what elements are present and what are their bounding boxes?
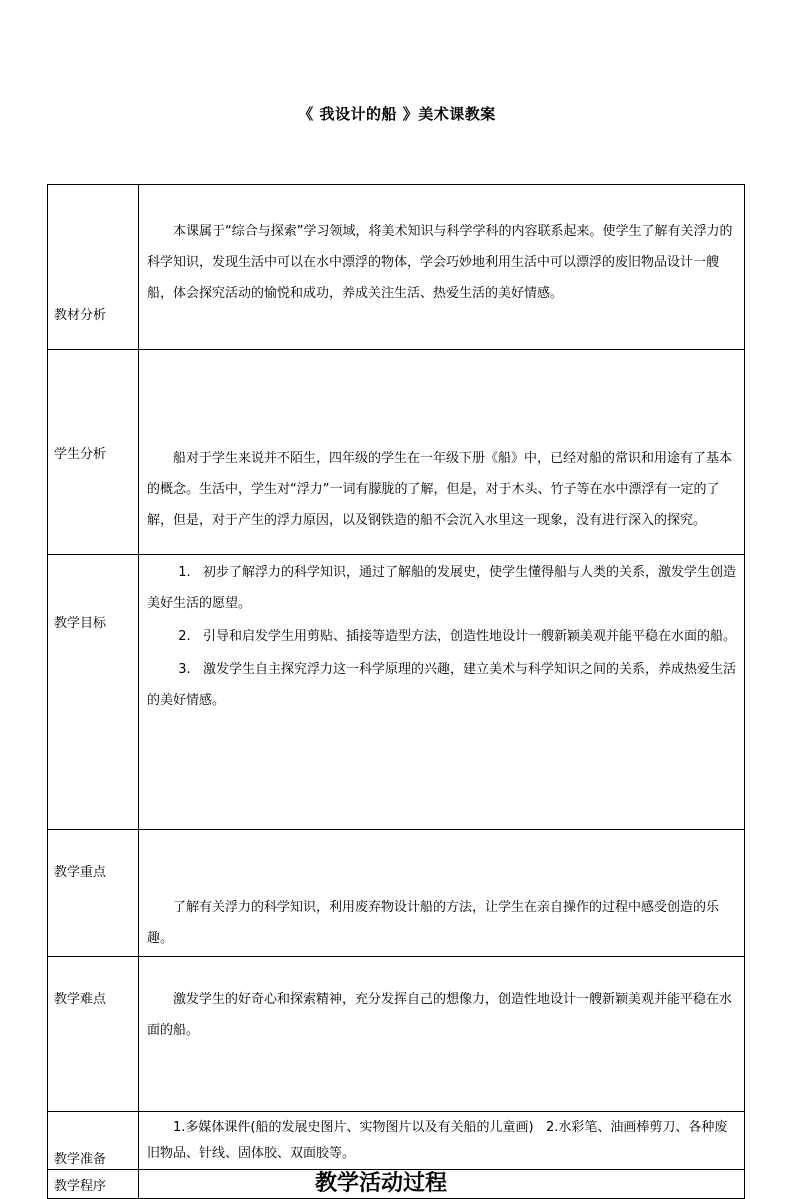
row-label-textbook-analysis: 教材分析: [48, 185, 139, 350]
table-row: [48, 1112, 745, 1170]
table-row: [48, 185, 745, 350]
row-content-key-points: [139, 830, 745, 957]
row-label-key-points: 教学重点: [48, 830, 139, 957]
table-row: [48, 1170, 745, 1199]
table-row: [48, 957, 745, 1112]
document-title: 《 我设计的船 》美术课教案: [298, 105, 496, 123]
table-row: [48, 830, 745, 957]
row-label-student-analysis: 学生分析: [48, 350, 139, 555]
objective-item: 3. 激发学生自主探究浮力这一科学原理的兴趣，建立美术与科学知识之间的关系，养成热爱生活的美好情感。: [147, 662, 736, 708]
row-label-preparation: 教学准备: [48, 1112, 139, 1170]
activity-process-heading: 教学活动过程: [139, 1170, 745, 1199]
row-content-textbook-analysis: [139, 185, 745, 350]
objective-item: 1. 初步了解浮力的科学知识，通过了解船的发展史，使学生懂得船与人类的关系，激发学生创造美好生活的愿望。: [147, 565, 736, 611]
table-row: [48, 555, 745, 830]
row-content-difficult-points: [139, 957, 745, 1112]
paragraph: 船对于学生来说并不陌生，四年级的学生在一年级下册《船》中，已经对船的常识和用途有了基本的概念。生活中，学生对“浮力”一词有朦胧的了解，但是，对于木头、竹子等在水中漂浮有一定的了解，但是，对于产生的浮力原因，以及钢铁造的船不会沉入水里这一现象，没有进行深入的探究。: [147, 451, 733, 528]
row-content-teaching-objectives: [139, 555, 745, 830]
paragraph: 本课属于“综合与探索”学习领域，将美术知识与科学学科的内容联系起来。使学生了解有关浮力的科学知识，发现生活中可以在水中漂浮的物体，学会巧妙地利用生活中可以漂浮的废旧物品设计一艘船，体会探究活动的愉悦和成功，养成关注生活、热爱生活的美好情感。: [147, 224, 733, 301]
table-row: [48, 350, 745, 555]
row-content-preparation: [139, 1112, 745, 1170]
row-label-procedure: 教学程序: [48, 1170, 139, 1199]
paragraph: 1.多媒体课件(船的发展史图片、实物图片以及有关船的儿童画) 2.水彩笔、油画棒剪刀、各种废旧物品、针线、固体胶、双面胶等。: [147, 1120, 728, 1161]
objective-item: 2. 引导和启发学生用剪贴、插接等造型方法，创造性地设计一艘新颖美观并能平稳在水面的船。: [178, 629, 736, 644]
paragraph: 了解有关浮力的科学知识，利用废弃物设计船的方法，让学生在亲自操作的过程中感受创造的乐趣。: [147, 900, 720, 946]
paragraph: 激发学生的好奇心和探索精神，充分发挥自己的想像力，创造性地设计一艘新颖美观并能平稳在水面的船。: [147, 992, 733, 1038]
row-label-teaching-objectives: 教学目标: [48, 555, 139, 830]
row-label-difficult-points: 教学难点: [48, 957, 139, 1112]
row-content-student-analysis: [139, 350, 745, 555]
lesson-plan-table: [47, 184, 745, 1199]
